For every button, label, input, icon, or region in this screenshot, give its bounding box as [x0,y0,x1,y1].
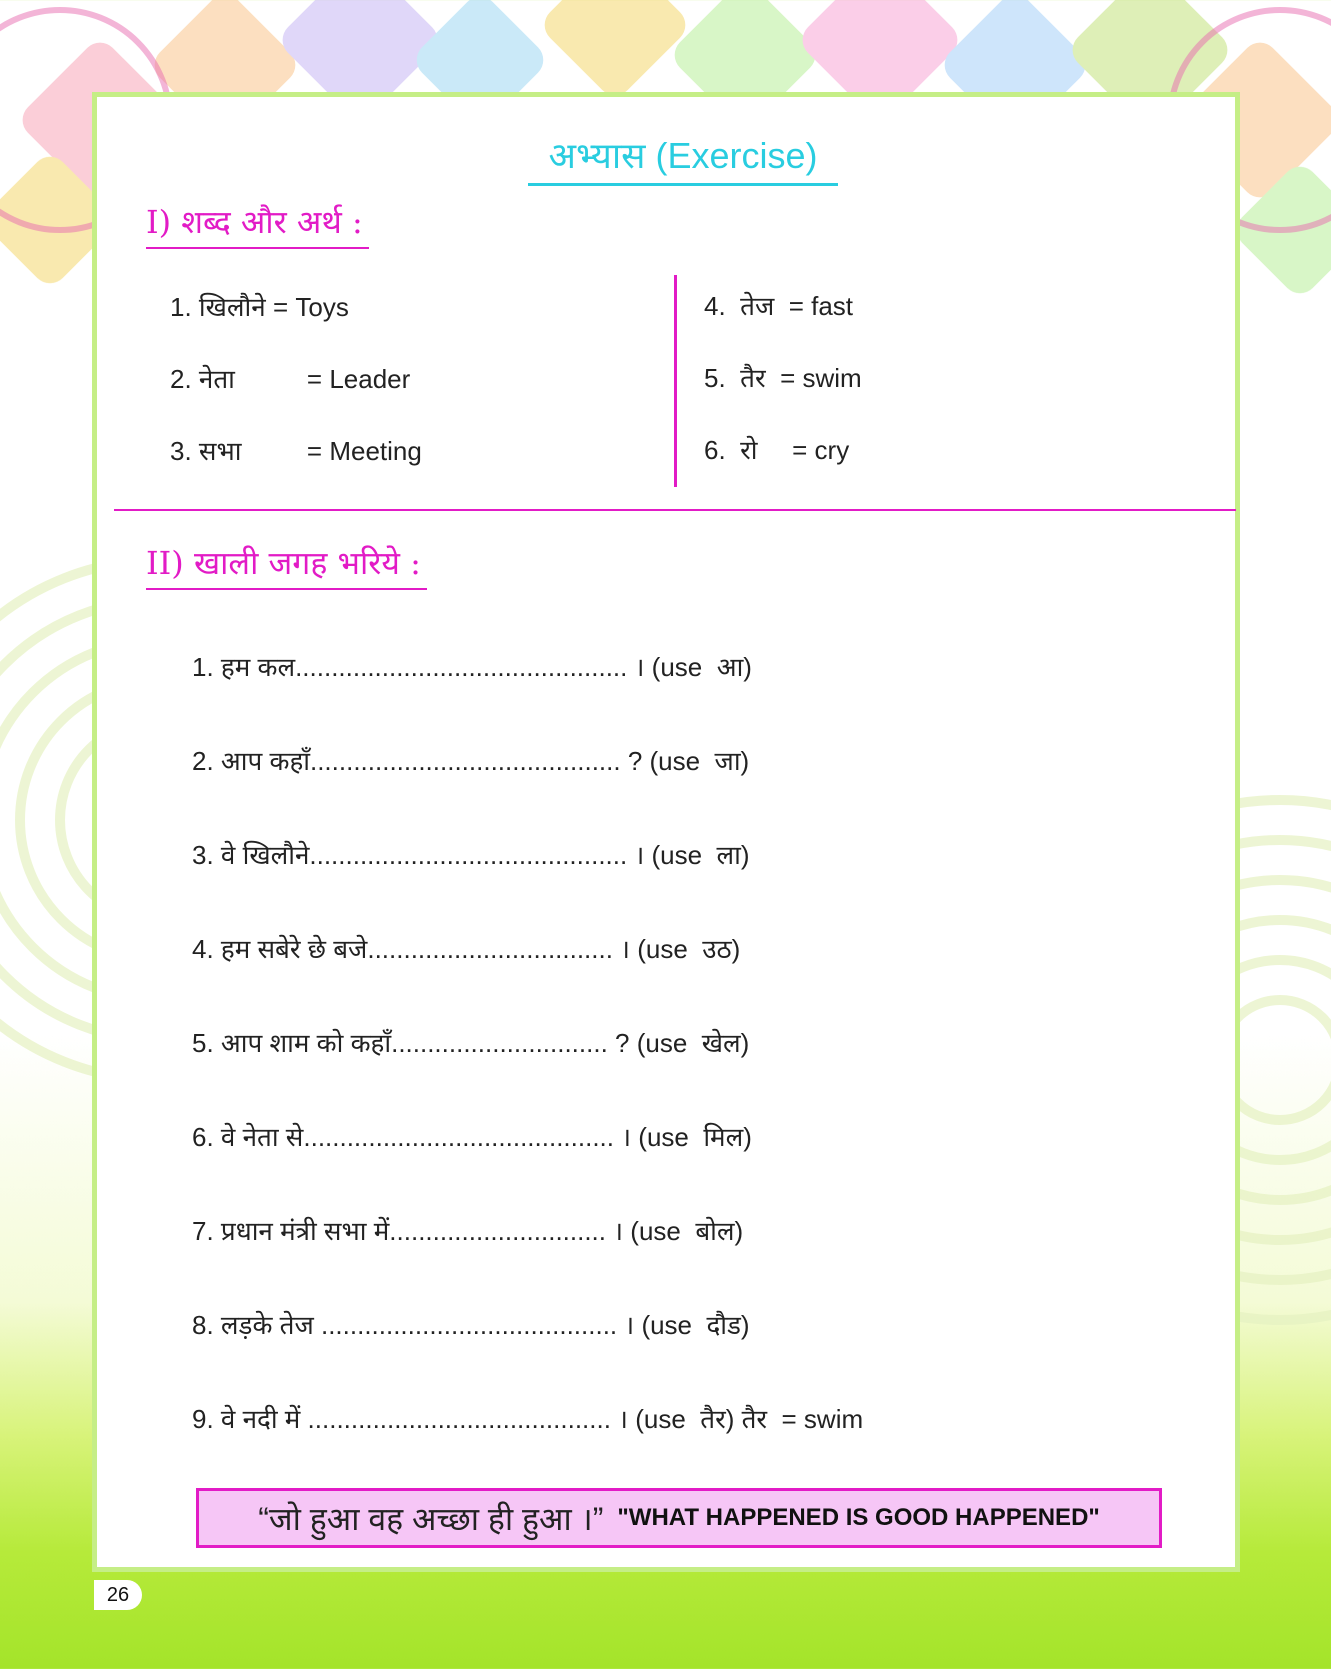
quote-hindi: “जो हुआ वह अच्छा ही हुआ ।” [258,1500,604,1537]
fill-blank-item-4: 4. हम सबेरे छे बजे.................................. । (use उठ) [192,934,741,964]
page-number: 26 [94,1580,142,1610]
fill-blank-item-1: 1. हम कल.............................................. । (use आ) [192,652,752,682]
word-pair-1: 1. खिलौने = Toys [170,292,349,322]
quote-english: "WHAT HAPPENED IS GOOD HAPPENED" [617,1504,1100,1531]
word-pair-4: 4. तेज = fast [704,291,854,321]
section-1-heading: I) शब्द और अर्थ : [146,200,369,249]
word-pair-5: 5. तैर = swim [704,363,862,393]
section-divider [114,509,1236,511]
fill-blank-item-6: 6. वे नेता से........................................... । (use मिल) [192,1122,752,1152]
fill-blank-item-2: 2. आप कहाँ........................................... ? (use जा) [192,746,750,776]
quote-box [196,1488,1162,1548]
fill-blank-item-3: 3. वे खिलौने............................................ । (use ला) [192,840,750,870]
fill-blank-item-7: 7. प्रधान मंत्री सभा में.............................. । (use बोल) [192,1216,744,1246]
word-pair-3: 3. सभा = Meeting [170,436,422,466]
word-pair-2: 2. नेता = Leader [170,364,411,394]
page-title: अभ्यास (Exercise) [528,130,838,186]
section-2-heading: II) खाली जगह भरिये : [146,541,427,590]
fill-blank-item-5: 5. आप शाम को कहाँ.............................. ? (use खेल) [192,1028,750,1058]
word-pair-6: 6. रो = cry [704,435,850,465]
fill-blank-item-9: 9. वे नदी में .......................................... । (use तैर) तैर = swim [192,1404,864,1434]
column-divider [674,275,677,487]
fill-blank-item-8: 8. लड़के तेज ......................................... । (use दौड) [192,1310,750,1340]
